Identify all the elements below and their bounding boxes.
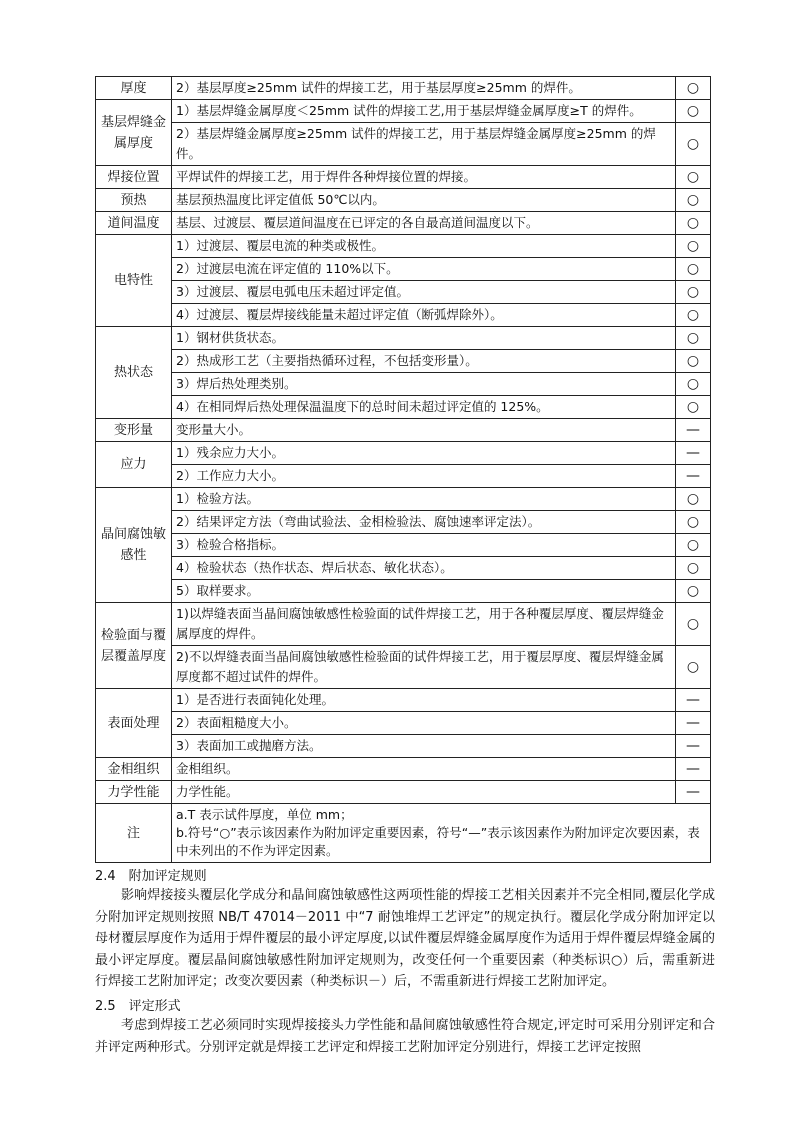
requirement-cell: 1）基层焊缝金属厚度＜25mm 试件的焊接工艺,用于基层焊缝金属厚度≥T 的焊件。	[172, 100, 676, 123]
table-row	[96, 603, 711, 646]
importance-mark-cell: ○	[676, 123, 711, 166]
requirement-cell: 2）工作应力大小。	[172, 465, 676, 488]
table-row	[96, 712, 711, 735]
requirement-cell: 3）检验合格指标。	[172, 534, 676, 557]
importance-mark-cell: —	[676, 781, 711, 804]
requirement-cell: 5）取样要求。	[172, 580, 676, 603]
requirement-cell: 1）检验方法。	[172, 488, 676, 511]
table-row	[96, 758, 711, 781]
table-row	[96, 646, 711, 689]
table-row	[96, 781, 711, 804]
requirement-cell: 基层、过渡层、覆层道间温度在已评定的各自最高道间温度以下。	[172, 212, 676, 235]
importance-mark-cell: —	[676, 689, 711, 712]
requirement-cell: 2）过渡层电流在评定值的 110%以下。	[172, 258, 676, 281]
importance-mark-cell: ○	[676, 304, 711, 327]
table-row	[96, 511, 711, 534]
factor-cell: 表面处理	[96, 689, 172, 758]
factor-cell: 晶间腐蚀敏感性	[96, 488, 172, 603]
factor-cell: 检验面与覆层覆盖厚度	[96, 603, 172, 689]
factor-cell: 焊接位置	[96, 166, 172, 189]
importance-mark-cell: —	[676, 465, 711, 488]
requirement-cell: 平焊试件的焊接工艺，用于焊件各种焊接位置的焊接。	[172, 166, 676, 189]
table-row	[96, 350, 711, 373]
importance-mark-cell: ○	[676, 100, 711, 123]
importance-mark-cell: ○	[676, 235, 711, 258]
factor-cell: 变形量	[96, 419, 172, 442]
factor-cell: 热状态	[96, 327, 172, 419]
requirement-cell: 2)不以焊缝表面当晶间腐蚀敏感性检验面的试件焊接工艺，用于覆层厚度、覆层焊缝金属厚度都不超过试件的焊件。	[172, 646, 676, 689]
factor-cell: 力学性能	[96, 781, 172, 804]
factor-cell: 应力	[96, 442, 172, 488]
table-row	[96, 534, 711, 557]
importance-mark-cell: ○	[676, 166, 711, 189]
importance-mark-cell: ○	[676, 534, 711, 557]
note-label: 注	[96, 804, 172, 863]
factor-cell: 金相组织	[96, 758, 172, 781]
importance-mark-cell: —	[676, 419, 711, 442]
table-row	[96, 580, 711, 603]
table-row	[96, 212, 711, 235]
requirement-cell: 3）焊后热处理类别。	[172, 373, 676, 396]
table-row	[96, 735, 711, 758]
importance-mark-cell: —	[676, 758, 711, 781]
requirement-cell: 力学性能。	[172, 781, 676, 804]
importance-mark-cell: ○	[676, 212, 711, 235]
table-row	[96, 488, 711, 511]
requirement-cell: 1)以焊缝表面当晶间腐蚀敏感性检验面的试件焊接工艺，用于各种覆层厚度、覆层焊缝金属厚度的焊件。	[172, 603, 676, 646]
table-row	[96, 123, 711, 166]
table-row	[96, 442, 711, 465]
importance-mark-cell: —	[676, 712, 711, 735]
importance-mark-cell: —	[676, 735, 711, 758]
requirement-cell: 4）检验状态（热作状态、焊后状态、敏化状态）。	[172, 557, 676, 580]
table-row	[96, 281, 711, 304]
importance-mark-cell: ○	[676, 350, 711, 373]
factor-cell: 预热	[96, 189, 172, 212]
requirement-cell: 3）过渡层、覆层电弧电压未超过评定值。	[172, 281, 676, 304]
table-row	[96, 166, 711, 189]
importance-mark-cell: ○	[676, 77, 711, 100]
note-row	[96, 804, 711, 863]
section-2-5-heading: 2.5 评定形式	[95, 999, 181, 1014]
importance-mark-cell: ○	[676, 603, 711, 646]
importance-mark-cell: ○	[676, 511, 711, 534]
table-row	[96, 419, 711, 442]
factor-cell: 电特性	[96, 235, 172, 327]
importance-mark-cell: ○	[676, 580, 711, 603]
factor-cell: 基层焊缝金属厚度	[96, 100, 172, 166]
importance-mark-cell: ○	[676, 258, 711, 281]
importance-mark-cell: ○	[676, 646, 711, 689]
requirement-cell: 2）结果评定方法（弯曲试验法、金相检验法、腐蚀速率评定法）。	[172, 511, 676, 534]
requirement-cell: 1）钢材供货状态。	[172, 327, 676, 350]
importance-mark-cell: ○	[676, 189, 711, 212]
section-2-5-paragraph: 考虑到焊接工艺必须同时实现焊接接头力学性能和晶间腐蚀敏感性符合规定,评定时可采用分别评定和合并评定两种形式。分别评定就是焊接工艺评定和焊接工艺附加评定分别进行，焊接工艺评定按照	[95, 1018, 715, 1055]
requirement-cell: 1）残余应力大小。	[172, 442, 676, 465]
table-row	[96, 77, 711, 100]
table-row	[96, 396, 711, 419]
importance-mark-cell: ○	[676, 327, 711, 350]
importance-mark-cell: —	[676, 442, 711, 465]
requirement-cell: 金相组织。	[172, 758, 676, 781]
table-row	[96, 373, 711, 396]
table-row	[96, 189, 711, 212]
table-row	[96, 304, 711, 327]
note-line: a.T 表示试件厚度，单位 mm；	[176, 807, 353, 822]
table-row	[96, 258, 711, 281]
requirement-cell: 4）在相同焊后热处理保温温度下的总时间未超过评定值的 125%。	[172, 396, 676, 419]
factor-cell: 厚度	[96, 77, 172, 100]
factor-cell: 道间温度	[96, 212, 172, 235]
evaluation-factor-table	[95, 76, 711, 863]
requirement-cell: 2）表面粗糙度大小。	[172, 712, 676, 735]
importance-mark-cell: ○	[676, 396, 711, 419]
requirement-cell: 2）基层厚度≥25mm 试件的焊接工艺，用于基层厚度≥25mm 的焊件。	[172, 77, 676, 100]
importance-mark-cell: ○	[676, 488, 711, 511]
table-row	[96, 235, 711, 258]
table-row	[96, 100, 711, 123]
note-content	[172, 804, 711, 863]
importance-mark-cell: ○	[676, 281, 711, 304]
requirement-cell: 2）基层焊缝金属厚度≥25mm 试件的焊接工艺，用于基层焊缝金属厚度≥25mm 的焊件。	[172, 123, 676, 166]
requirement-cell: 3）表面加工或抛磨方法。	[172, 735, 676, 758]
requirement-cell: 1）是否进行表面钝化处理。	[172, 689, 676, 712]
requirement-cell: 4）过渡层、覆层焊接线能量未超过评定值（断弧焊除外）。	[172, 304, 676, 327]
requirement-cell: 变形量大小。	[172, 419, 676, 442]
table-row	[96, 557, 711, 580]
section-2-4-paragraph: 影响焊接接头覆层化学成分和晶间腐蚀敏感性这两项性能的焊接工艺相关因素并不完全相同,覆层化学成分附加评定规则按照 NB/T 47014－2011 中“7 耐蚀堆焊工艺评定”的规定执行。覆层化学成分附加评定以母材覆层厚度作为适用于焊件覆层的最小评定厚度,以试件覆层焊缝金属厚度作为适用于焊件覆层焊缝金属的最小评定厚度。覆层晶间腐蚀敏感性附加评定规则为，改变任何一个重要因素（种类标识○）后，需重新进行焊接工艺附加评定；改变次要因素（种类标识－）后，不需重新进行焊接工艺附加评定。	[95, 888, 715, 990]
requirement-cell: 1）过渡层、覆层电流的种类或极性。	[172, 235, 676, 258]
note-line: b.符号“○”表示该因素作为附加评定重要因素，符号“—”表示该因素作为附加评定次要因素，表中未列出的不作为评定因素。	[176, 825, 700, 858]
requirement-cell: 2）热成形工艺（主要指热循环过程，不包括变形量）。	[172, 350, 676, 373]
importance-mark-cell: ○	[676, 557, 711, 580]
table-row	[96, 465, 711, 488]
importance-mark-cell: ○	[676, 373, 711, 396]
table-row	[96, 327, 711, 350]
section-2-4-heading: 2.4 附加评定规则	[95, 869, 207, 884]
table-row	[96, 689, 711, 712]
requirement-cell: 基层预热温度比评定值低 50℃以内。	[172, 189, 676, 212]
